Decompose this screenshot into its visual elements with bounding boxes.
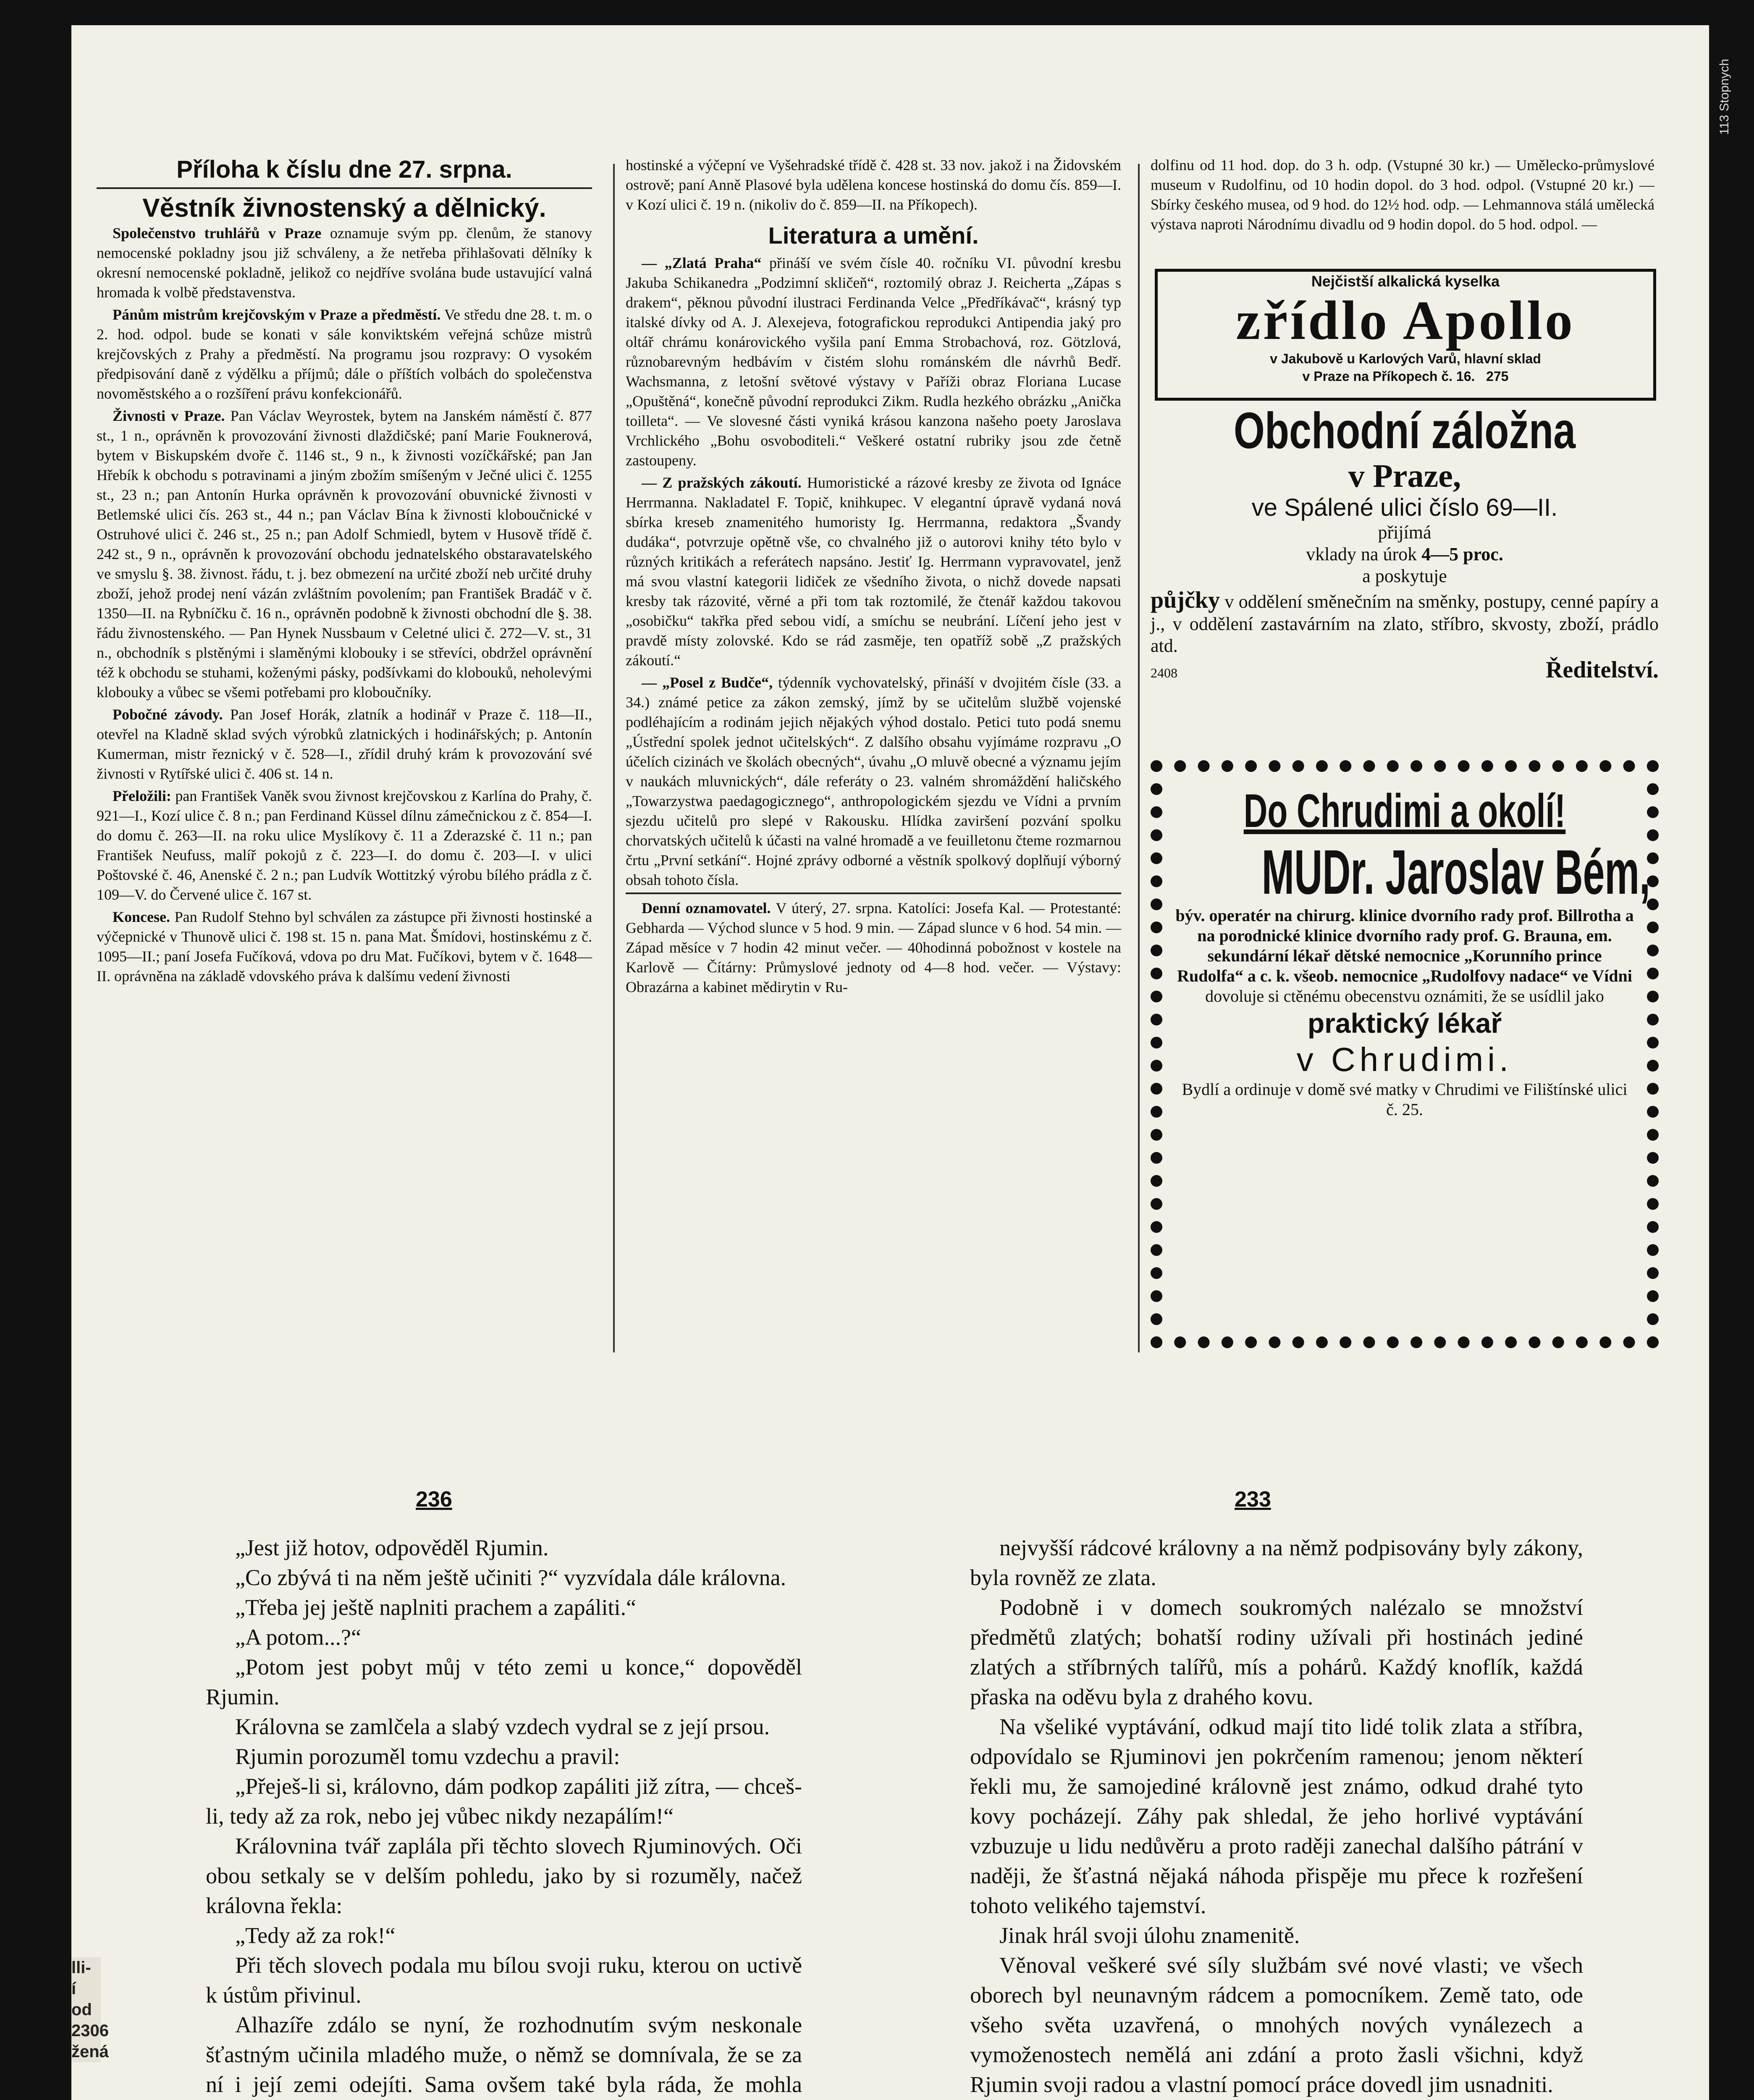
story-paragraph: Alhazíře zdálo se nyní, že rozhodnutím svým neskonale šťastným učinila mladého muže, o němž se domnívala, že se za ní i její zemi odejíti. Sama ovšem také byla ráda, že mohla <box>206 2012 802 2097</box>
divider <box>97 187 592 189</box>
story-right-column <box>970 1533 1583 2100</box>
column-rule <box>1138 164 1140 1352</box>
apollo-advertisement: Nejčistší alkalická kyselka zřídlo Apollo v Jakubově u Karlových Varů, hlavní sklad v Praze na Příkopech č. 16. 275 <box>1155 269 1656 401</box>
supplement-heading: Příloha k číslu dne 27. srpna. <box>176 156 512 183</box>
daily-notice: Denní oznamovatel. V úterý, 27. srpna. Katolíci: Josefa Kal. — Protestanté: Gebharda — Východ slunce v 5 hod. 9 min. — Západ slunce v 6 hod. 54 min. — Západ měsíce v 7 hodin 42 minut večer. — 40hodinná pobožnost v kostele na Karlově — Čítárny: Průmyslové jednoty od 4—8 hod. večer. — Výstavy: Obrazárna a kabinet mědirytin v Ru- <box>626 900 1122 995</box>
notice-paragraph: Pobočné závody. Pan Josef Horák, zlatník a hodinář v Praze č. 118—II., otevřel na Kladně sklad svých výrobků zlatnických i hodinářských; p. Antonín Kumerman, mistr řeznický v č. 528—I., zřídil druhý krám k provozování své živnosti v Rytířské ulici č. 406 st. 14 n. <box>97 706 592 782</box>
right-column-intro: dolfinu od 11 hod. dop. do 3 h. odp. (Vstupné 30 kr.) — Umělecko-průmyslové museum v Rudolfinu, od 10 hodin dopol. do 3 hod. odpol. (Vstupné 20 kr.) — Sbírky českého musea, od 9 hod. do 12½ hod. odp. — Lehmannova stálá umělecká výstava naproti Národnímu divadlu od 9 hodin dopol. do 5 hod. odpol. — <box>1151 157 1654 233</box>
story-paragraph: „Potom jest pobyt můj v této zemi u konce,“ dopověděl Rjumin. <box>206 1654 802 1709</box>
story-paragraph: „Přeješ-li si, královno, dám podkop zapáliti již zítra, — chceš-li, tedy až za rok, nebo jej vůbec nikdy nezapálím!“ <box>206 1774 802 1829</box>
story-paragraph: Při těch slovech podala mu bílou svoji ruku, kterou on uctivě k ústům přivinul. <box>206 1953 802 2008</box>
story-paragraph: Na všeliké vyptávání, odkud mají tito lidé tolik zlata a stříbra, odpovídalo se Rjuminovi jen pokrčením ramenou; jenom některí řekli mu, že samojediné královně jest známo, odkud drahé tyto kovy pocházejí. Záhy pak shledal, že jeho horlivé vyptávání vzbuzuje u lidu nedůvěru a proto raději zanechal dalšího pátrání v naději, že šťastná nějaká náhoda přispěje mu přece k rozřešení tohoto velikého tajemství. <box>970 1714 1583 1918</box>
story-paragraph: „A potom...?“ <box>235 1625 361 1650</box>
notice-paragraph: Společenstvo truhlářů v Praze oznamuje svým pp. členům, že stanovy nemocenské pokladny jsou již schváleny, a že netřeba přihlašovati dělníky k okresní nemocenské pokladně, jelikož co nejdříve svolána bude ustavující valná hromada k volbě představenstva. <box>97 225 593 301</box>
section-title: Věstník živnostenský a dělnický. <box>142 194 546 223</box>
scrap-fragment <box>71 1957 109 2062</box>
review-paragraph: — „Zlatá Praha“ přináší ve svém čísle 40. ročníku VI. původní kresbu Jakuba Schikanedra „Podzimní skličeň“, roztomilý obraz J. Reicherta „Zápas s drakem“, pěknou původní ilustraci Ferdinanda Velce „Předříkávač“, krásný typ italské dívky od A. J. Alexejeva, fotografickou reprodukci Antipendia jaký pro oltář chrámu konárovického vyšila paní Emma Strobachová, roz. Götzlová, různobarevným hedbávím v čistém slohu románském dle návrhů Bedř. Wachsmanna, z letošní světové výstavy v Paříži obraz Floriana Lucase „Opuštěná“, konečně původní reprodukci Zikm. Rudla hezkého obrázku „Anička toilleta“. — Ve slovesné části vyniká krásou kanzona našeho poety Jaroslava Vrchlického „Bohu osvoboditeli.“ Veškeré ostatní rubriky jsou zde četně zastoupeny. <box>626 255 1122 469</box>
notice-paragraph: Přeložili: pan František Vaněk svou živnost krejčovskou z Karlína do Prahy, č. 921—I., Kozí ulice č. 8 n.; pan Ferdinand Küssel dílnu zámečnickou z č. 854—I. do domu č. 263—II. na roku ulice Myslíkovy č. 11 a Zderazské č. 11 n.; pan František Neufuss, malíř pokojů z č. 223—I. do domu č. 203—I. v ulici Poštovské č. 46, Anenské č. 2 n.; pan Ludvík Wottitzký výrobu bílého prádla z č. 109—V. do Červené ulice č. 167 st. <box>97 788 592 903</box>
story-paragraph: „Co zbývá ti na něm ještě učiniti ?“ vyzvídala dále královna. <box>235 1565 787 1590</box>
mudr-advertisement: Do Chrudimi a okolí! MUDr. Jaroslav Bém, býv. operatér na chirurg. klinice dvorního rady prof. Billrotha a na porodnické klinice dvorního rady prof. G. Brauna, em. sekundární lékař dětské nemocnice „Korunního prince Rudolfa“ a c. k. všeob. nemocnice „Rudolfovy nadace“ ve Vídni dovoluje si ctěnému obecenstvu oznámiti, že se usídlil jako praktický lékař v Chrudimi. Bydlí a ordinuje v domě své matky v Chrudimi ve Filištínské ulici č. 25. <box>1151 760 1659 1348</box>
story-paragraph: Podobně i v domech soukromých nalézalo se množství předmětů zlatých; bohatší rodiny užívali při hostinách jediné zlatých a stříbrných talířů, mís a pohárů. Každý knoflík, každá přaska na oděvu byla z drahého kovu. <box>970 1595 1583 1709</box>
story-paragraph: „Třeba jej ještě naplniti prachem a zapáliti.“ <box>235 1595 637 1620</box>
notice-paragraph: Živnosti v Praze. Pan Václav Weyrostek, bytem na Janském náměstí č. 877 st., 1 n., oprávněn k provozování živnosti dlaždičské; paní Marie Fouknerová, bytem v Biskupském dvoře č. 1146 st., 9 n., k živnosti vozíčkářské; pan Jan Hřebík k obchodu s potravinami a jiným zbožím smíšeným v Ječné ulici č. 1255 st., 23 n.; pan Antonín Hurka oprávněn k provozování obuvnické živnosti v Betlemské ulici čís. 263 st., 44 n.; pan Václav Bína k živnosti kloboučnické v Ostruhové ulici č. 246 st., 25 n.; pan Adolf Schmiedl, bytem v Husově třídě č. 242 st., 9 n., oprávněn k provozování obchodu jednatelského obstaravatelského ve smyslu §. 38. živnost. řádu, t. j. bez obmezení na určité zboží neb určité druhy zboží, jehož prodej není vázán zvláštním povolením; pan František Bradáč v č. 1350—II. na Rybníčku č. 16 n., oprávněn podobně k živnosti obchodní dle §. 38. řádu živnostenského. — Pan Hynek Nussbaum v Celetné ulici č. 272—V. st., 31 n., obchodník s plstěnými i slaměnými klobouky i se střevíci, obdržel oprávnění též k obchodu se stuhami, koženými pásky, podšívkami do klobouků, neholevými klobouky a vůbec se všemi potřebami pro kloboučníky. <box>97 407 593 701</box>
left-column <box>97 155 592 989</box>
middle-intro: hostinské a výčepní ve Vyšehradské třídě č. 428 st. 33 nov. jakož i na Židovském ostrově; paní Anně Plasové byla udělena koncese hostinská do domu čís. 859—I. v Kozí ulici č. 19 n. (nikoliv do č. 859—II. na Příkopech). <box>626 157 1121 213</box>
zalozna-advertisement: Obchodní záložna v Praze, ve Spálené ulici číslo 69—II. přijímá vklady na úrok 4—5 proc. a poskytuje půjčky v oddělení směnečním na směnky, postupy, cenné papíry a j., v oddělení zastavárním na zlato, stříbro, skvosty, zboží, prádlo atd. 2408 Ředitelství. <box>1151 402 1659 683</box>
page-number-right: 233 <box>1235 1487 1271 1512</box>
literature-items <box>626 253 1121 890</box>
review-paragraph: — Z pražských zákoutí. Humoristické a rázové kresby ze života od Ignáce Herrmanna. Nakladatel F. Topič, knihkupec. V elegantní úpravě vydaná nová sbírka kreseb znamenitého humoristy Ig. Herrmanna, redaktora „Švandy dudáka“, potvrzuje opětně vše, co chvalného již o autorovi knihy této bylo v různých kritikách a referátech napsáno. Jestiť Ig. Herrmann vypravovatel, jenž má svou vlastní kategorii lidiček ze všedního života, o nichž dovede napsati kresby tak rázovité, věrné a při tom tak roztomilé, že čtenář každou takovou „osobičku“ takřka před sebou vidí, a smíchu se neubrání. Líčení jeho jest v pravdě místy zolovské. Kdo se rád zasměje, ten opatříž sobě „Z pražských zákoutí.“ <box>626 474 1121 669</box>
story-paragraph: Věnoval veškeré své síly službám své nové vlasti; ve všech oborech byl neunavným rádcem a pomocníkem. Země tato, ode všeho světa uzavřená, o mnohých nových vynálezech a vymoženostech nemělá ani zdání a proto žasli všichni, když Rjumin svoji radou a vlastní pomocí práce dovedl jim usnadniti. <box>970 1953 1583 2097</box>
newspaper-page <box>71 25 1709 2100</box>
notice-paragraph: Pánům mistrům krejčovským v Praze a předměstí. Ve středu dne 28. t. m. o 2. hod. odpol. bude se konati v sále konviktském veřejná schůze mistrů krejčovských z Prahy a předměstí. Na programu jsou rozpravy: O vysokém předpisování daně z výdělku a příjmů; dále o příštích volbách do společenstva novoměstského a o rozšíření právu konfekcionářů. <box>97 306 592 402</box>
story-paragraph: Královnina tvář zaplála při těchto slovech Rjuminových. Oči obou setkaly se v delším pohledu, jako by si rozuměly, načež královna řekla: <box>206 1833 802 1918</box>
scrap-line: žená <box>71 2042 109 2061</box>
story-paragraph: nejvyšší rádcové královny a na němž podpisovány byly zákony, byla rovněž ze zlata. <box>970 1535 1583 1590</box>
scrap-line: lli- <box>71 1958 91 1977</box>
story-paragraph: „Jest již hotov, odpověděl Rjumin. <box>235 1535 549 1560</box>
notice-paragraph: Koncese. Pan Rudolf Stehno byl schválen za zástupce při živnosti hostinské a výčepnické v Thunově ulici č. 198 st. 15 n. pana Mat. Šmídovi, hostinskému z č. 1095—II.; paní Josefa Fučíková, vdova po dru Mat. Fučíkovi, bytem v č. 1648—II. oprávněna na základě vdovského práva k dalšímu vedení živnosti <box>97 908 592 984</box>
story-paragraph: „Tedy až za rok!“ <box>235 1923 396 1948</box>
edge-annotation: 113 Stopnych <box>1717 59 1731 135</box>
divider <box>626 892 1121 894</box>
page-number-left: 236 <box>416 1487 452 1512</box>
review-paragraph: — „Posel z Budče“, týdenník vychovatelský, přináší v dvojitém čísle (33. a 34.) známé petice za zákon zemský, jímž by se učitelům službě vojenské podléhajícím a rodinám jejich nějakých výhod dostalo. Petici tuto podá snemu „Ústřední spolek jednot učitelských“. Z dalšího obsahu vyjímáme rozpravu „O účelích cizinách ve školách obecných“, úvahu „O mluvě obecné a významu jejím v naukách mluvnických“, dále referáty o 23. valném shromáždění haličského „Towarzystwa paedagogicznego“, anthropologickém sjezdu ve Vídni a prvním sjezdu učitelů pro slepé v Rakousku. Hlídka zaviršení pozvání spolku chorvatských učitelů k účasti na valné hromadě a ve feuilletonu čteme rozmarnou črtu „První setkání“. Hojné zprávy odborné a věstník spolkový doplňují výborný obsah tohoto čísla. <box>626 674 1121 888</box>
story-paragraph: Rjumin porozuměl tomu vzdechu a pravil: <box>235 1744 620 1769</box>
story-paragraph: Jinak hrál svoji úlohu znamenitě. <box>999 1923 1300 1948</box>
literature-heading: Literatura a umění. <box>768 222 979 249</box>
column-rule <box>613 164 615 1352</box>
scrap-line: í od <box>71 1979 92 2019</box>
story-left-column <box>206 1533 802 2100</box>
scrap-line: 2306 <box>71 2021 109 2040</box>
story-paragraph: Královna se zamlčela a slabý vzdech vydral se z její prsou. <box>235 1714 770 1739</box>
middle-column <box>626 155 1121 1000</box>
trade-notices <box>97 223 592 986</box>
